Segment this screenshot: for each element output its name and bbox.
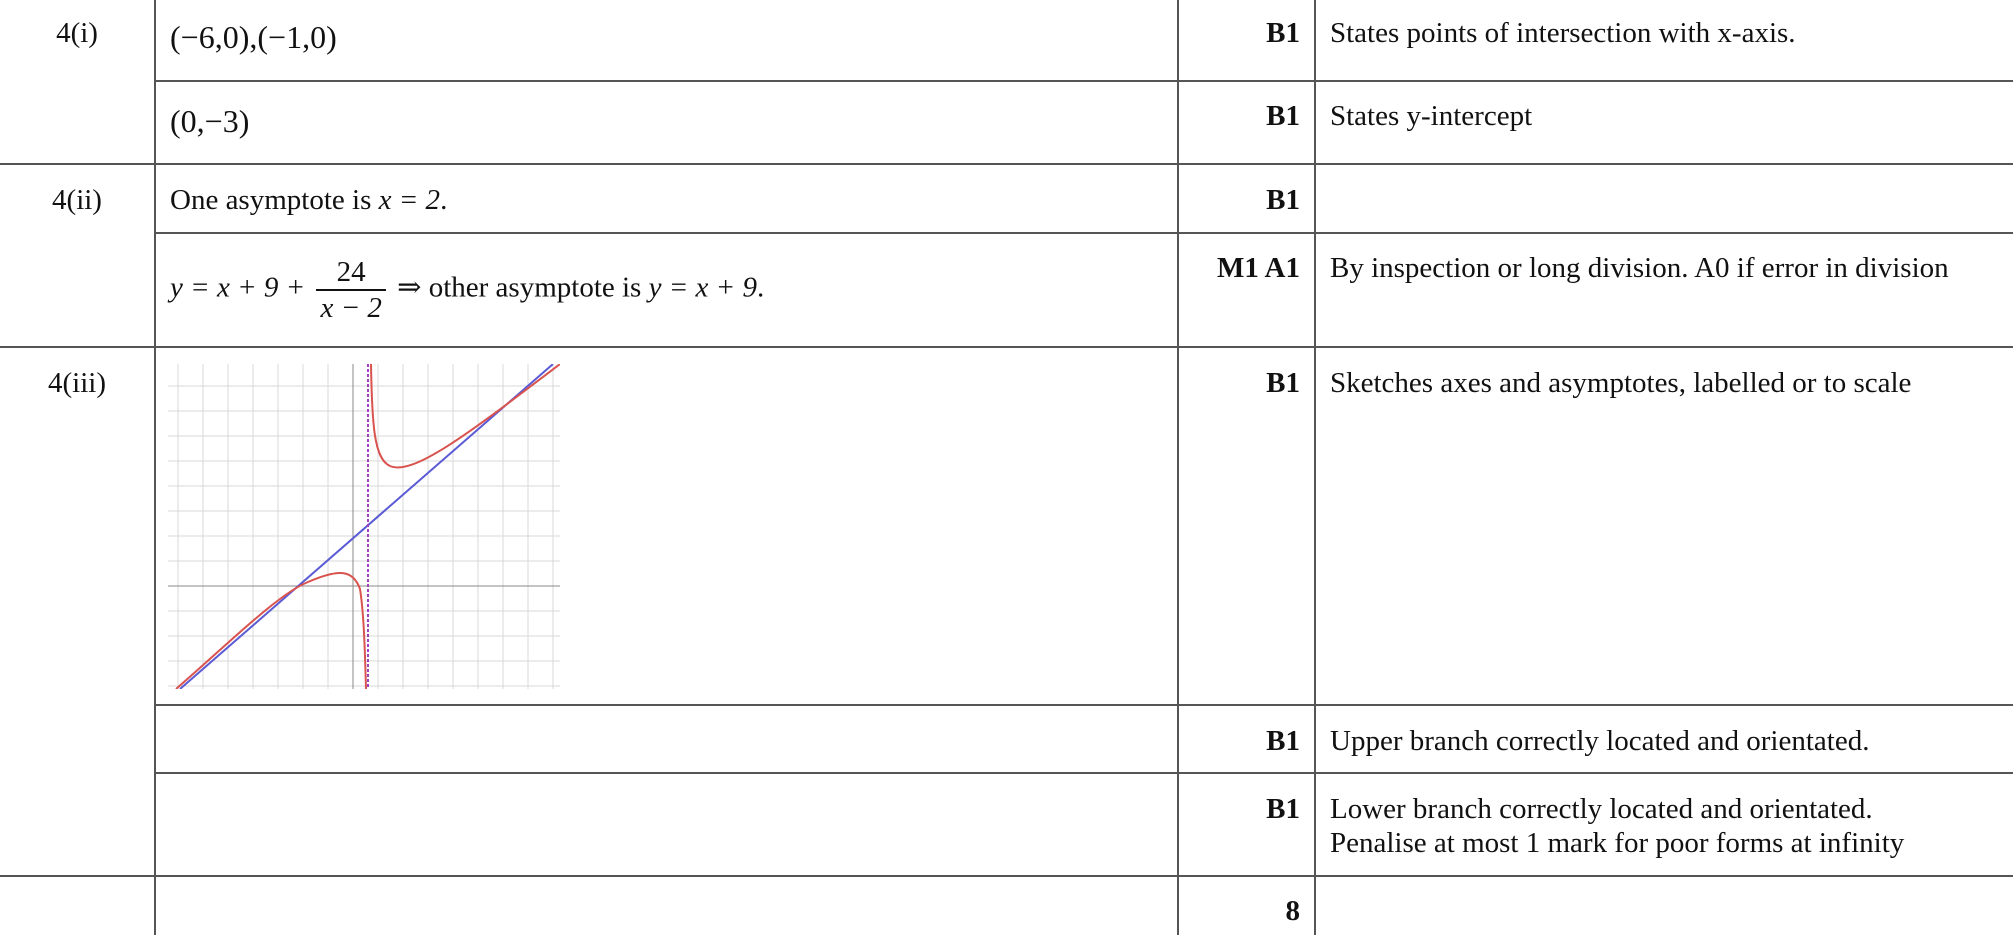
column-divider bbox=[1314, 0, 1316, 935]
row-divider bbox=[154, 80, 2013, 82]
graph-sketch bbox=[168, 364, 560, 689]
answer-cell: (0,−3) bbox=[170, 103, 250, 139]
row-divider bbox=[0, 163, 2013, 165]
guidance-cell: By inspection or long division. A0 if error in division bbox=[1330, 252, 1949, 284]
row-divider bbox=[154, 772, 2013, 774]
total-mark-cell: 8 bbox=[1285, 895, 1300, 927]
answer-math: x = 2 bbox=[378, 184, 441, 216]
row-divider bbox=[0, 875, 2013, 877]
column-divider bbox=[1177, 0, 1179, 935]
mark-cell: B1 bbox=[1266, 17, 1300, 49]
fraction bbox=[316, 255, 385, 325]
fraction-denominator: x − 2 bbox=[320, 292, 382, 324]
answer-math: y = x + 9 bbox=[648, 271, 757, 304]
answer-suffix: . bbox=[440, 184, 448, 216]
question-number: 4(ii) bbox=[52, 184, 102, 216]
guidance-cell: Upper branch correctly located and orientated. bbox=[1330, 725, 1870, 757]
answer-cell: (−6,0),(−1,0) bbox=[170, 19, 337, 55]
answer-cell bbox=[170, 183, 447, 217]
implies-symbol: ⇒ bbox=[397, 271, 422, 304]
mark-cell: B1 bbox=[1266, 793, 1300, 825]
answer-suffix: . bbox=[757, 271, 765, 304]
fraction-numerator: 24 bbox=[316, 255, 385, 291]
guidance-cell: States y-intercept bbox=[1330, 100, 1533, 132]
column-divider bbox=[154, 0, 156, 935]
guidance-cell: Sketches axes and asymptotes, labelled or to scale bbox=[1330, 367, 1912, 399]
answer-cell bbox=[170, 255, 764, 325]
answer-math-lhs: y = x + 9 + bbox=[170, 271, 306, 304]
mark-cell: M1 A1 bbox=[1217, 252, 1300, 284]
row-divider bbox=[154, 704, 2013, 706]
row-divider bbox=[154, 232, 2013, 234]
mark-cell: B1 bbox=[1266, 725, 1300, 757]
question-number: 4(i) bbox=[56, 17, 98, 49]
answer-text: other asymptote is bbox=[428, 271, 642, 304]
guidance-cell-line2: Penalise at most 1 mark for poor forms at infinity bbox=[1330, 827, 1905, 859]
answer-text: One asymptote is bbox=[170, 184, 372, 216]
guidance-cell: Lower branch correctly located and orientated. bbox=[1330, 793, 1873, 825]
guidance-cell: States points of intersection with x-axis. bbox=[1330, 17, 1796, 49]
mark-cell: B1 bbox=[1266, 100, 1300, 132]
mark-cell: B1 bbox=[1266, 367, 1300, 399]
row-divider bbox=[0, 346, 2013, 348]
mark-cell: B1 bbox=[1266, 184, 1300, 216]
question-number: 4(iii) bbox=[48, 367, 106, 399]
